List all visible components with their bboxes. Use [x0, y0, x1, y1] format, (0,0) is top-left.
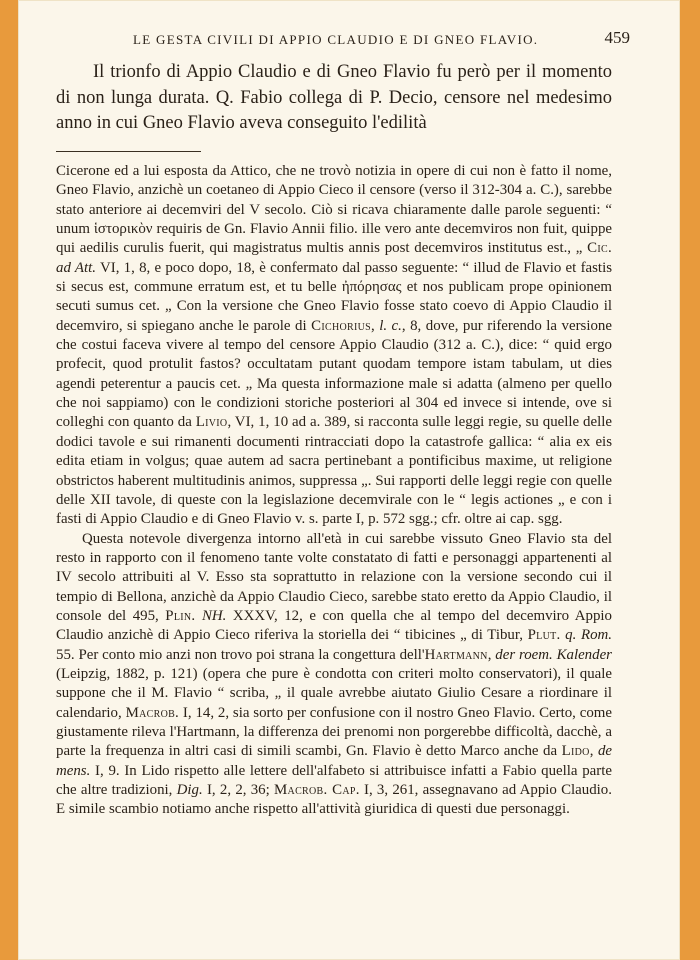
page-number: 459 [604, 28, 630, 47]
footnote-text: 55. Per conto mio anzi non trovo poi strana la congettura dell' [56, 646, 425, 663]
footnote-text: , [487, 646, 496, 663]
footnote-text: I, 14, 2, sia sorto per confusione con il nostro Gneo Flavio. Certo, come giustamente rileva l'Hartmann, la differenza dei prenomi non porgerebbe difficoltà, dacchè, a parte la frequenza in altri casi di simili scambi, Gn. Flavio è detto Marco anche da [56, 704, 612, 760]
footnote-text: I, 3, 261, assegnavano ad Appio Claudio. E simile scambio notiamo anche rispetto all'attività giuridica di questi due personaggi. [56, 782, 612, 818]
work-ad-att: ad Att. [56, 259, 96, 276]
work-de-mens: de mens. [56, 743, 612, 779]
work-lc: l. c. [379, 317, 402, 334]
running-title: LE GESTA CIVILI DI APPIO CLAUDIO E DI GNEO FLAVIO. [133, 32, 539, 47]
footnote-text: , [370, 317, 380, 334]
work-nh: NH. [201, 607, 227, 624]
work-der-roem-kalender: der roem. Kalender [495, 646, 612, 663]
author-cichorius: Cichorius [311, 317, 371, 334]
footnote-continuation [56, 162, 612, 530]
author-macrob: Macrob. [125, 704, 180, 721]
author-livio: Livio [195, 414, 228, 431]
author-plut: Plut. [527, 627, 561, 644]
footnote-text: I, 9. In Lido rispetto alle lettere dell'alfabeto si attribuisce infatti a Fabio quella parte che altre tradizioni, [56, 762, 612, 798]
running-header [76, 28, 630, 50]
footnote-text: XXXV, 12, e con quella che al tempo del decemviro Appio Claudio anzichè di Appio Cieco riferiva la storiella dei “ tibicines „ di Tibur, [56, 607, 612, 644]
footnote [56, 162, 612, 820]
footnote-text: (Leipzig, 1882, p. 121) (opera che pure è condotta con criteri molto conservatori), il quale suppone che il M. Flavio “ scriba, „ il quale avrebbe aiutato Giulio Cesare a riordinare il calendario, [56, 665, 612, 721]
author-cic: Cic. [587, 240, 612, 257]
author-hartmann: Hartmann [424, 646, 488, 663]
author-plin: Plin. [165, 607, 196, 624]
footnote-text: , VI, 1, 10 ad a. 389, si racconta sulle leggi regie, su quelle delle dodici tavole e sui rimanenti documenti rintracciati dopo la catastrofe gallica: “ alia ex eis edita etiam in volgus; quae autem ad sacra pertinebant a pontificibus maxime, ut religione obstrictos haberent multitudinis animos, suppressa „. Sui rapporti delle leggi regie con quelle delle XII tavole, di queste con la legislazione decemvirale con le “ legis actiones „ e con i fasti di Appio Claudio e di Gneo Flavio v. s. parte I, p. 572 sgg.; cfr. oltre ai cap. sgg. [56, 414, 612, 528]
work-dig: Dig. [176, 782, 203, 798]
author-macrob-cap: Macrob. Cap. [274, 782, 360, 798]
body-paragraph: Il trionfo di Appio Claudio e di Gneo Flavio fu però per il momento di non lunga durata. Q. Fabio collega di P. Decio, censore nel medesimo anno in cui Gneo Flavio aveva conseguito l'edilità [56, 62, 612, 133]
footnote-text: VI, 1, 8, e poco dopo, 18, è confermato dal passo seguente: “ illud de Flavio et fastis si secus est, commune erratum est, et tu belle ἠπόρησας et nos publicam prope opinionem secuti sumus cet. „ Con la versione che Gneo Flavio fosse stato coevo di Appio Claudio il decemviro, si spiegano anche le parole di [56, 259, 612, 334]
footnote-text: , 8, dove, pur riferendo la versione che costui faceva vivere al tempo del censore Appio Claudio (312 a. C.), dice: “ quid ergo profecit, quod protulit fastos? occultatam putant quodam tempore istam tabulam, ut dies agendi peterentur a paucis cet. „ Ma questa informazione male si adatta (almeno per quello che noi sappiamo) con le condizioni storiche posteriori al 304 ed invece si intende, ove si colleghi con quanto da [56, 317, 612, 431]
footnote-paragraph [56, 530, 612, 820]
footnote-text: Cicerone ed a lui esposta da Attico, che ne trovò notizia in opere di cui non è fatto il nome, Gneo Flavio, anzichè un coetaneo di Appio Cieco il censore (verso il 312-304 a. C.), sarebbe stato anteriore ai decemviri del V secolo. Ciò si ricava chiaramente dalle parole seguenti: “ unum ἱστορικὸν requiris de Gn. Flavio Annii filio. ille vero ante decemviros non fuit, quippe qui aedilis curulis fuerit, qui magistratus multis annis post decemviros institutus est., „ [56, 163, 612, 257]
footnote-text: I, 2, 2, 36; [202, 782, 275, 798]
work-q-rom: q. Rom. [565, 627, 612, 644]
main-text [56, 60, 612, 137]
footnote-text: Questa notevole divergenza intorno all'età in cui sarebbe vissuto Gneo Flavio sta del resto in rapporto con il fenomeno tante volte constatato di fatti e personaggi appartenenti al IV secolo attribuiti al V. Esso sta soprattutto in relazione con la versione secondo cui il tempio di Bellona, anzichè da Appio Claudio Cieco, sarebbe stato eretto da Appio Claudio, il console del 495, [56, 530, 612, 624]
author-lido: Lido [561, 743, 590, 760]
footnote-text: , [589, 743, 598, 760]
footnote-separator [56, 151, 201, 152]
